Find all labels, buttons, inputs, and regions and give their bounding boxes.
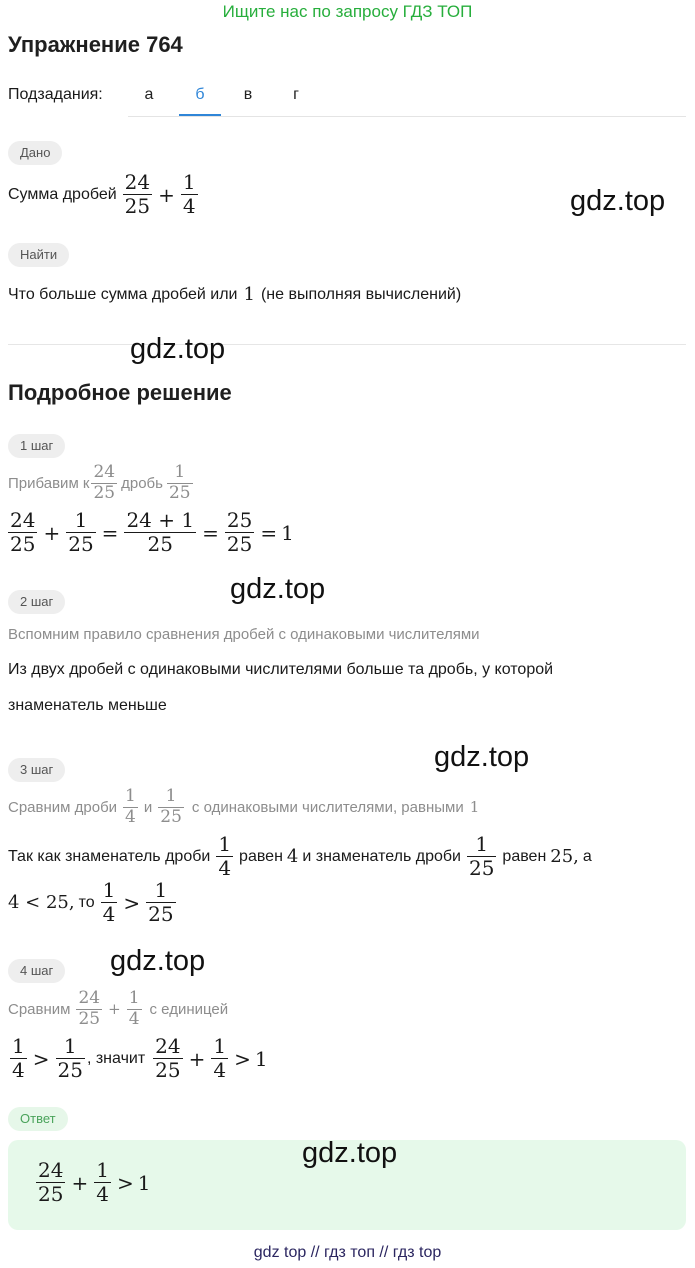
numerator: 1 xyxy=(167,464,193,484)
denominator: 25 xyxy=(38,1182,64,1206)
numerator: 1 xyxy=(12,1034,25,1058)
watermark: gdz.top xyxy=(434,741,530,773)
step-1-equation xyxy=(6,510,294,555)
tab-b[interactable]: б xyxy=(179,76,221,116)
watermark: gdz.top xyxy=(130,333,226,365)
given-text: Сумма дробей xyxy=(8,185,117,203)
denominator: 25 xyxy=(78,1008,101,1029)
given-line xyxy=(8,172,200,217)
fraction xyxy=(94,1160,111,1205)
denominator: 4 xyxy=(102,902,116,926)
plus-sign: + xyxy=(71,1170,89,1195)
plus-sign: + xyxy=(188,1046,206,1071)
result: 1 xyxy=(281,520,294,545)
step-1-chip: 1 шаг xyxy=(8,434,65,458)
subtasks-tabs xyxy=(128,76,686,117)
step-2-hint: Вспомним правило сравнения дробей с одинаковыми числителями xyxy=(8,626,480,643)
text: Так как знаменатель дроби xyxy=(8,847,211,865)
hint-text: Сравним дроби xyxy=(8,798,118,816)
denominator: 25 xyxy=(226,532,253,556)
fraction xyxy=(8,510,37,555)
text: равен xyxy=(239,847,283,865)
hint-fraction xyxy=(158,788,184,827)
fraction xyxy=(216,834,233,879)
fraction xyxy=(153,1036,182,1081)
numerator: 1 xyxy=(102,878,116,902)
denominator: 25 xyxy=(10,532,36,556)
numerator: 1 xyxy=(146,880,175,903)
number: 1 xyxy=(137,1170,151,1195)
fraction xyxy=(101,880,118,925)
fraction xyxy=(66,510,95,555)
find-number: 1 xyxy=(243,284,255,305)
equals-sign: = xyxy=(101,520,119,545)
text: равен xyxy=(502,847,547,865)
watermark: gdz.top xyxy=(110,945,206,977)
denominator: 25 xyxy=(160,806,182,827)
answer-expression xyxy=(34,1160,150,1205)
hint-text: дробь xyxy=(121,474,163,492)
numerator: 1 xyxy=(213,1034,227,1058)
step-2-line-2: знаменатель меньше xyxy=(8,697,167,714)
step-2-chip: 2 шаг xyxy=(8,590,65,614)
step-2-line-1: Из двух дробей с одинаковыми числителями больше та дробь, у которой xyxy=(8,661,554,678)
tab-a[interactable]: а xyxy=(144,86,154,103)
numerator: 1 xyxy=(158,788,184,808)
text: то xyxy=(78,893,95,911)
fraction xyxy=(56,1036,85,1081)
find-line xyxy=(8,284,461,305)
number: 1 xyxy=(254,1046,268,1071)
greater-sign: > xyxy=(32,1046,50,1071)
hint-text: с одинаковыми числителями, равными xyxy=(191,798,464,816)
numerator: 24 + 1 xyxy=(126,508,195,532)
numerator: 1 xyxy=(182,170,196,194)
denominator: 25 xyxy=(124,194,151,218)
hint-text: Прибавим к xyxy=(8,474,90,492)
number: 4 xyxy=(286,846,299,867)
step-1-hint xyxy=(8,464,195,503)
solution-title: Подробное решение xyxy=(8,380,232,405)
tab-g[interactable]: г xyxy=(293,86,299,103)
inequality: 4 < 25, xyxy=(8,892,75,913)
find-text-after: (не выполняя вычислений) xyxy=(260,285,462,303)
search-banner: Ищите нас по запросу ГДЗ ТОП xyxy=(222,2,473,21)
fraction xyxy=(36,1160,65,1205)
greater-sign: > xyxy=(123,890,141,915)
step-3-chip: 3 шаг xyxy=(8,758,65,782)
answer-chip: Ответ xyxy=(8,1107,68,1131)
denominator: 25 xyxy=(155,1058,181,1082)
hint-fraction xyxy=(76,990,102,1029)
plus-sign: + xyxy=(108,1000,121,1019)
numerator: 1 xyxy=(66,510,95,533)
denominator: 25 xyxy=(147,532,173,556)
step-4-chip: 4 шаг xyxy=(8,959,65,983)
numerator: 1 xyxy=(96,1158,109,1182)
denominator: 25 xyxy=(57,1058,83,1082)
find-text-before: Что больше сумма дробей или xyxy=(8,285,238,303)
numerator: 24 xyxy=(10,508,36,532)
find-chip: Найти xyxy=(8,243,69,267)
denominator: 4 xyxy=(182,194,196,218)
step-4-hint xyxy=(8,990,228,1029)
denominator: 25 xyxy=(168,482,191,503)
given-fraction-2 xyxy=(181,172,198,217)
hint-number: 1 xyxy=(469,798,480,817)
equals-sign: = xyxy=(202,520,219,545)
plus-sign: + xyxy=(43,520,61,545)
numerator: 24 xyxy=(38,1158,64,1182)
numerator: 24 xyxy=(124,170,151,194)
denominator: 25 xyxy=(68,532,94,556)
hint-fraction xyxy=(123,788,138,827)
hint-text: и xyxy=(143,798,153,816)
page-title: Упражнение 764 xyxy=(8,32,183,57)
plus-sign: + xyxy=(158,182,175,207)
fraction xyxy=(10,1036,27,1081)
hint-fraction xyxy=(167,464,193,503)
denominator: 4 xyxy=(213,1058,227,1082)
denominator: 4 xyxy=(125,806,136,827)
denominator: 25 xyxy=(93,482,116,503)
numerator: 25 xyxy=(226,508,253,532)
step-3-line-1 xyxy=(8,834,592,879)
watermark: gdz.top xyxy=(302,1137,398,1169)
watermark: gdz.top xyxy=(570,185,666,217)
hint-text: Сравним xyxy=(8,1000,71,1018)
denominator: 25 xyxy=(148,902,174,926)
numerator: 1 xyxy=(218,832,232,856)
fraction xyxy=(124,510,196,555)
step-3-hint xyxy=(8,788,479,827)
greater-sign: > xyxy=(234,1046,251,1071)
hint-fraction xyxy=(127,990,142,1029)
numerator: 1 xyxy=(56,1036,85,1059)
tab-v[interactable]: в xyxy=(243,86,253,103)
fraction xyxy=(211,1036,228,1081)
text: и знаменатель дроби xyxy=(302,847,461,865)
greater-sign: > xyxy=(116,1170,134,1195)
numerator: 24 xyxy=(155,1034,181,1058)
hint-fraction xyxy=(91,464,117,503)
numerator: 1 xyxy=(125,786,136,806)
text: , значит xyxy=(86,1049,146,1067)
denominator: 4 xyxy=(218,856,232,880)
denominator: 4 xyxy=(12,1058,25,1082)
numerator: 1 xyxy=(128,988,140,1008)
given-fraction-1 xyxy=(123,172,152,217)
number: 25, xyxy=(550,846,579,867)
numerator: 1 xyxy=(467,834,496,857)
divider xyxy=(8,344,686,345)
hint-text: с единицей xyxy=(149,1000,229,1018)
step-4-line xyxy=(8,1036,268,1081)
step-3-line-2 xyxy=(8,880,178,925)
watermark: gdz.top xyxy=(230,573,326,605)
fraction xyxy=(225,510,254,555)
fraction xyxy=(467,834,496,879)
subtasks-label: Подзадания: xyxy=(8,86,103,103)
footer-links[interactable]: gdz top // гдз топ // гдз top xyxy=(253,1244,442,1261)
denominator: 4 xyxy=(128,1008,140,1029)
text: а xyxy=(582,847,592,865)
numerator: 24 xyxy=(78,988,101,1008)
numerator: 24 xyxy=(93,462,116,482)
equals-sign: = xyxy=(260,520,278,545)
denominator: 25 xyxy=(468,856,495,880)
given-chip: Дано xyxy=(8,141,62,165)
fraction xyxy=(146,880,175,925)
denominator: 4 xyxy=(96,1182,109,1206)
